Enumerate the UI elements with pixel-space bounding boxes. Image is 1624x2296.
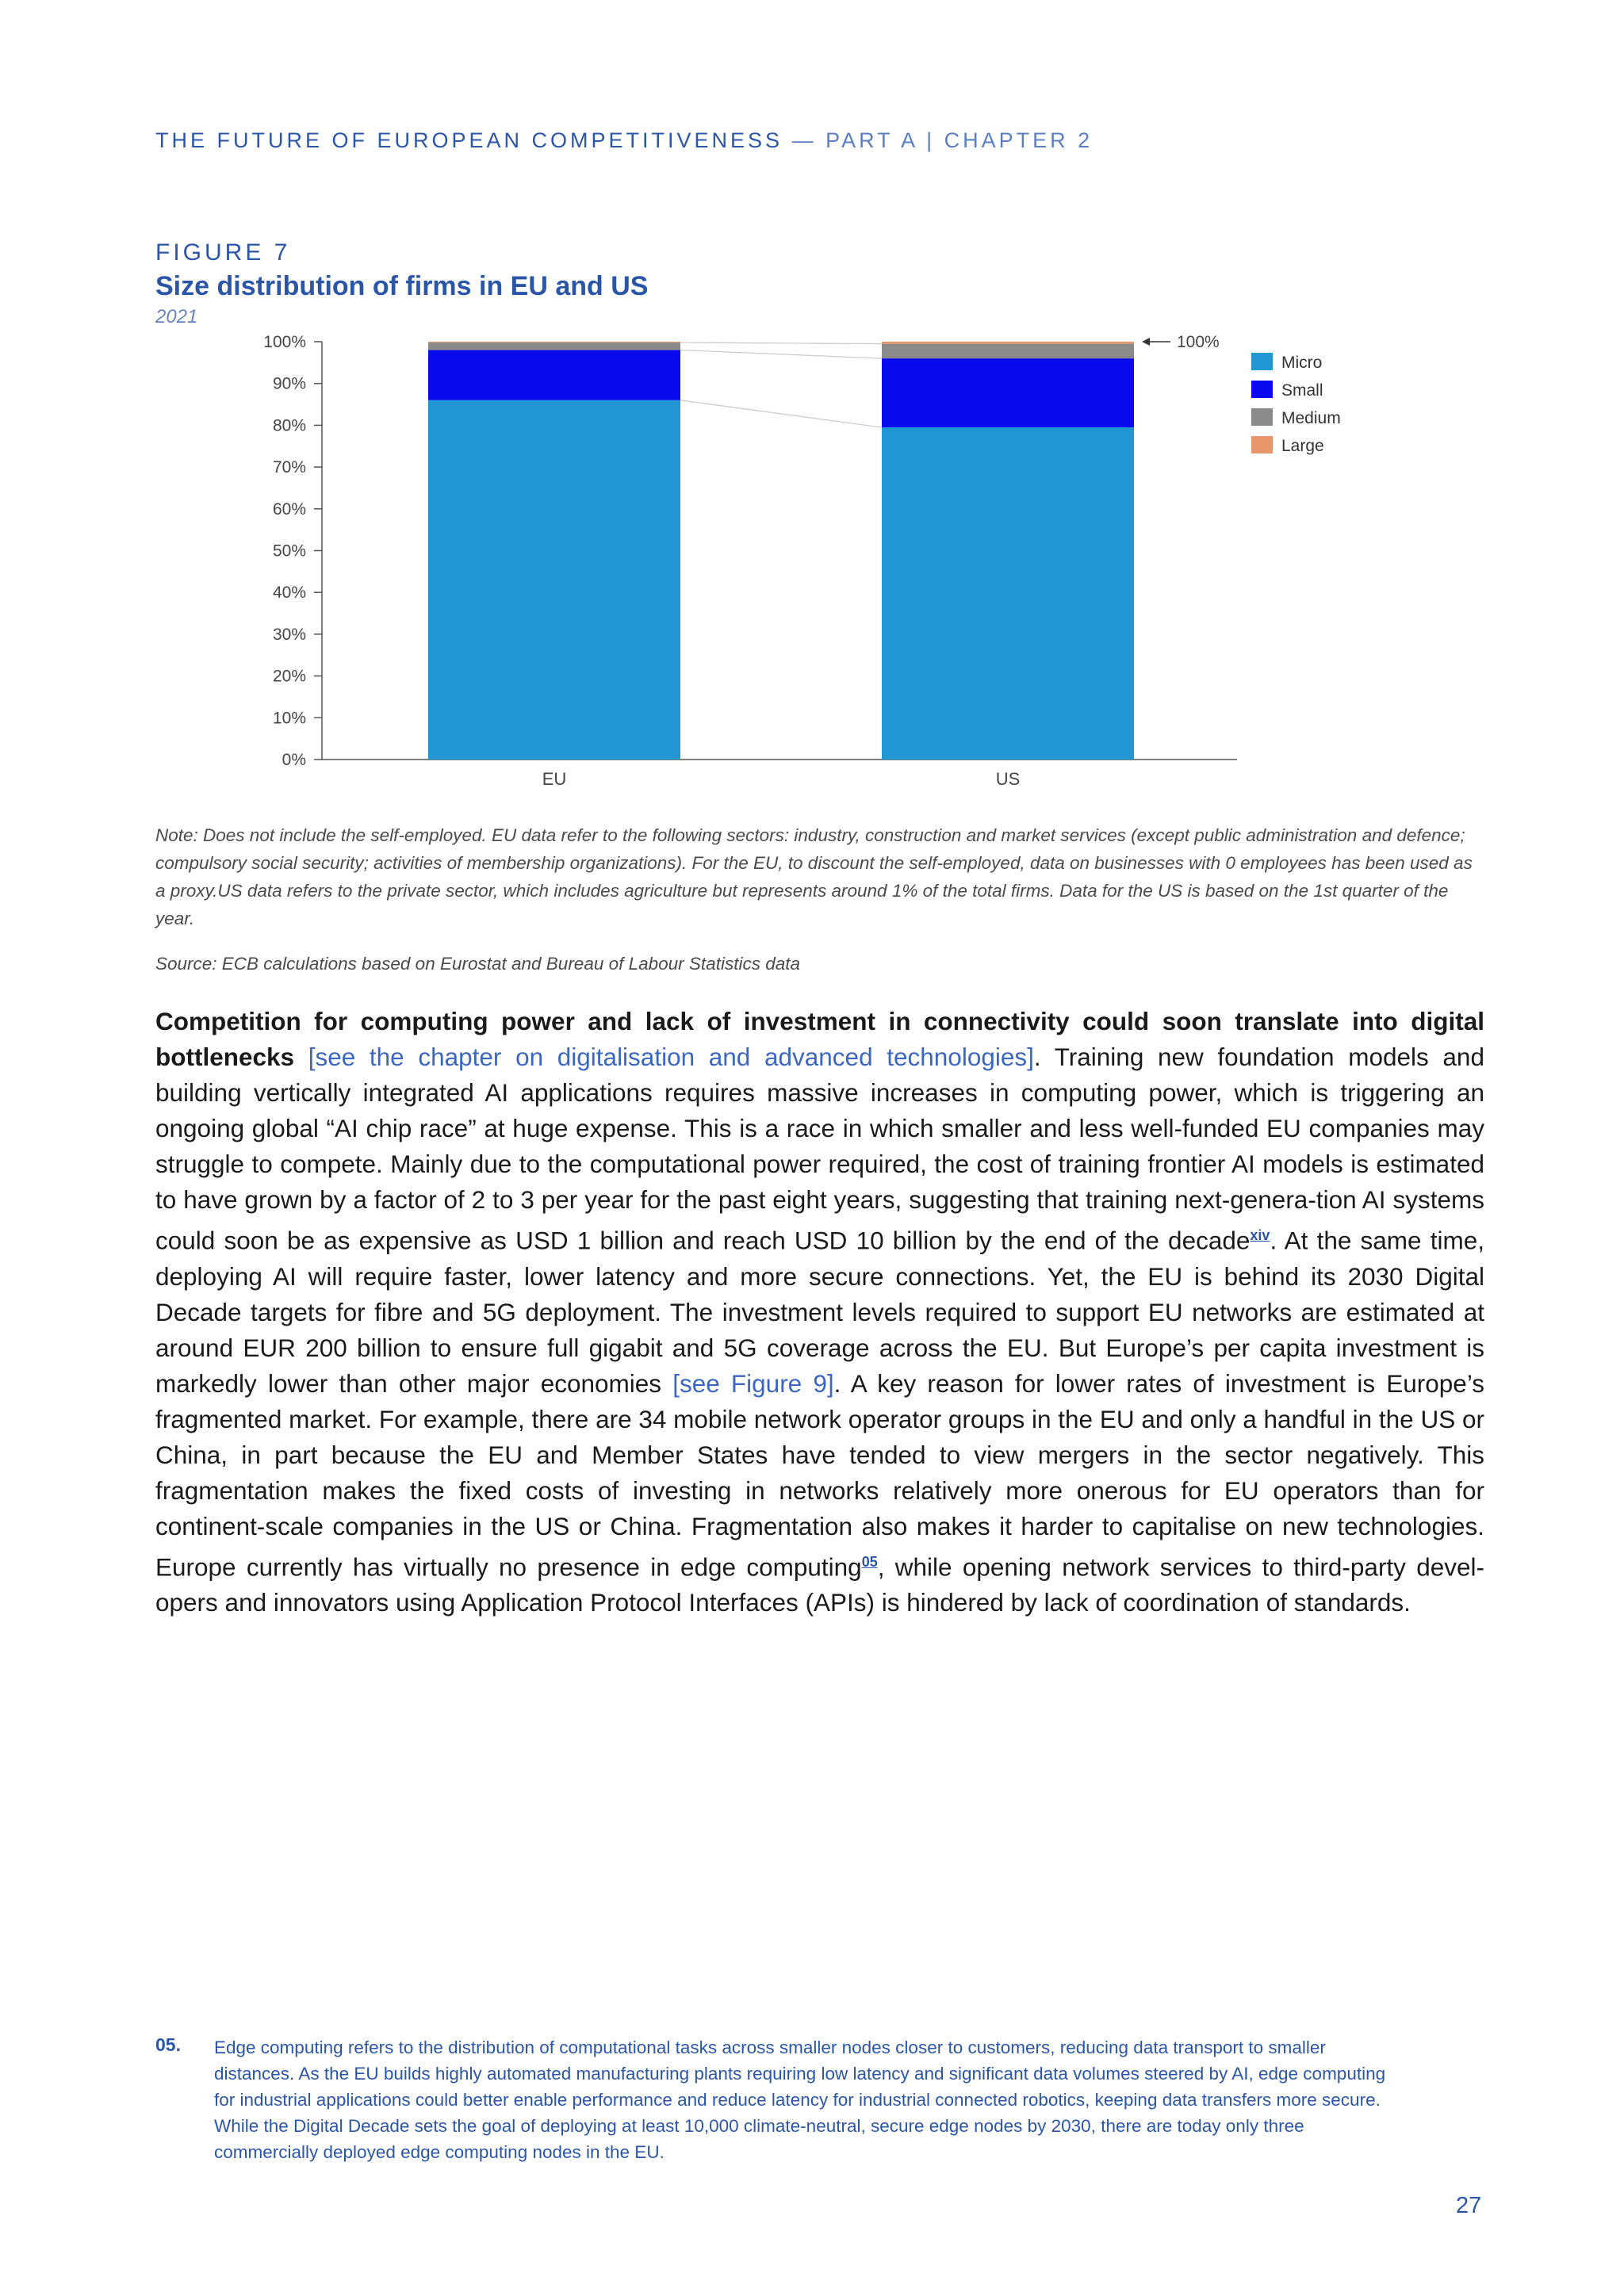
figure-title: Size distribution of firms in EU and US: [155, 271, 649, 301]
endnote-ref-xiv[interactable]: xiv: [1250, 1227, 1270, 1243]
footnote-number: 05.: [155, 2034, 181, 2055]
legend-label-large: Large: [1281, 437, 1324, 455]
x-tick-label: EU: [542, 769, 567, 789]
y-tick-label: 70%: [272, 458, 306, 477]
bar-eu-small: [428, 350, 680, 400]
paragraph-lead: Competition for computing power and lack of investment in connectivity could soon translate into digital bottlenecks: [155, 1007, 1484, 1071]
legend-label-medium: Medium: [1281, 409, 1341, 427]
body-text-1: . Training new foundation models and building vertically integrated AI applications requires massive increases in computing power, which is triggering an ongoing global “AI chip race” at huge expense. This is a race in which smaller and less well-funded EU companies may struggle to compete. Mainly due to the computational power required, the cost of training frontier AI models is estimated to have grown by a factor of 2 to 3 per year for the past eight years, suggesting that training next-genera-tion AI systems could soon be as expensive as USD 1 billion and reach USD 10 billion by the end of the decade: [155, 1043, 1484, 1255]
series-connector-line: [680, 342, 882, 344]
annotation-arrow-head: [1142, 338, 1150, 346]
stacked-bar-chart: [238, 321, 1380, 797]
bar-us-large: [882, 342, 1134, 344]
figure-year: 2021: [155, 306, 198, 327]
y-tick-label: 80%: [272, 416, 306, 435]
figure-note: Note: Does not include the self-employed. EU data refer to the following sectors: industry, construction and market services (except public administration and defence; compulsory social security; activities of membership organizations). For the EU, to discount the self-employed, data on businesses with 0 employees has been used as a proxy.US data refers to the private sector, which includes agriculture but represents around 1% of the total firms. Data for the US is based on the 1st quarter of the year.: [155, 825, 1473, 928]
body-paragraph: [155, 1004, 1484, 1621]
footnote-ref-05[interactable]: 05: [861, 1553, 878, 1570]
figure-source: Source: ECB calculations based on Eurostat and Bureau of Labour Statistics data: [155, 954, 800, 974]
bar-eu-micro: [428, 400, 680, 760]
y-tick-label: 100%: [263, 333, 306, 351]
chapter-link[interactable]: [see the chapter on digitalisation and advanced technologies]: [308, 1043, 1034, 1071]
body-text-3: . A key reason for lower rates of investment is Europe’s fragmented market. For example, there are 34 mobile network operator groups in the EU and only a handful in the US or China, in part because the EU and Member States have tended to view mergers in the sector negatively. This fragmentation makes the fixed costs of investing in networks relatively more onerous for EU operators than for continent-scale companies in the US or China. Fragmentation also makes it harder to capitalise on new technologies. Europe currently has virtually no presence in edge computing: [155, 1368, 1484, 1581]
header-title: THE FUTURE OF EUROPEAN COMPETITIVENESS: [155, 128, 783, 152]
header-separator: —: [783, 128, 826, 152]
legend-swatch-large: [1251, 436, 1273, 453]
figure-9-link[interactable]: [see Figure 9]: [672, 1368, 834, 1398]
y-tick-label: 0%: [282, 751, 306, 769]
footnote-text: Edge computing refers to the distribution of computational tasks across smaller nodes closer to customers, reducing data transport to smaller distances. As the EU builds highly automated manufacturing plants requiring low latency and significant data volumes steered by AI, edge computing for industrial applications could better enable performance and reduce latency for industrial connected robotics, keeping data transfers more secure. While the Digital Decade sets the goal of deploying at least 10,000 climate-neutral, secure edge nodes by 2030, there are today only three commercially deployed edge computing nodes in the EU.: [214, 2038, 1386, 2162]
header-part: PART A | CHAPTER 2: [825, 128, 1094, 152]
y-tick-label: 90%: [272, 374, 306, 393]
y-tick-label: 20%: [272, 667, 306, 686]
bar-us-small: [882, 358, 1134, 427]
bar-us-micro: [882, 427, 1134, 760]
y-tick-label: 60%: [272, 499, 306, 519]
legend-swatch-medium: [1251, 408, 1273, 426]
y-tick-label: 10%: [272, 709, 306, 728]
legend-swatch-micro: [1251, 353, 1273, 370]
body-text-2: . At the same time, deploying AI will require faster, lower latency and more secure connections. Yet, the EU is behind its 2030 Digital Decade targets for fibre and 5G deployment. The investment levels required to support EU networks are estimated at around EUR 200 billion to ensure full gigabit and 5G coverage across the EU. But Europe’s per capita investment is markedly lower than other major economies: [155, 1226, 1484, 1398]
running-header: [155, 128, 1093, 153]
series-connector-line: [680, 400, 882, 427]
body-text-4: , while opening network services to third-party devel-opers and innovators using Application Protocol Interfaces (APIs) is hindered by lack of coordination of standards.: [155, 1552, 1485, 1617]
bar-eu-medium: [428, 342, 680, 350]
y-tick-label: 30%: [272, 625, 306, 644]
legend-label-small: Small: [1281, 381, 1323, 400]
x-tick-label: US: [995, 769, 1021, 789]
figure-label: FIGURE 7: [155, 239, 291, 266]
footnote: [155, 2034, 1392, 2165]
bar-us-medium: [882, 344, 1134, 358]
annotation-label: 100%: [1177, 333, 1220, 351]
page-number: 27: [1456, 2193, 1482, 2218]
series-connector-line: [680, 350, 882, 359]
legend-label-micro: Micro: [1281, 354, 1323, 372]
y-tick-label: 50%: [272, 541, 306, 561]
legend-swatch-small: [1251, 381, 1273, 398]
y-tick-label: 40%: [272, 584, 306, 603]
